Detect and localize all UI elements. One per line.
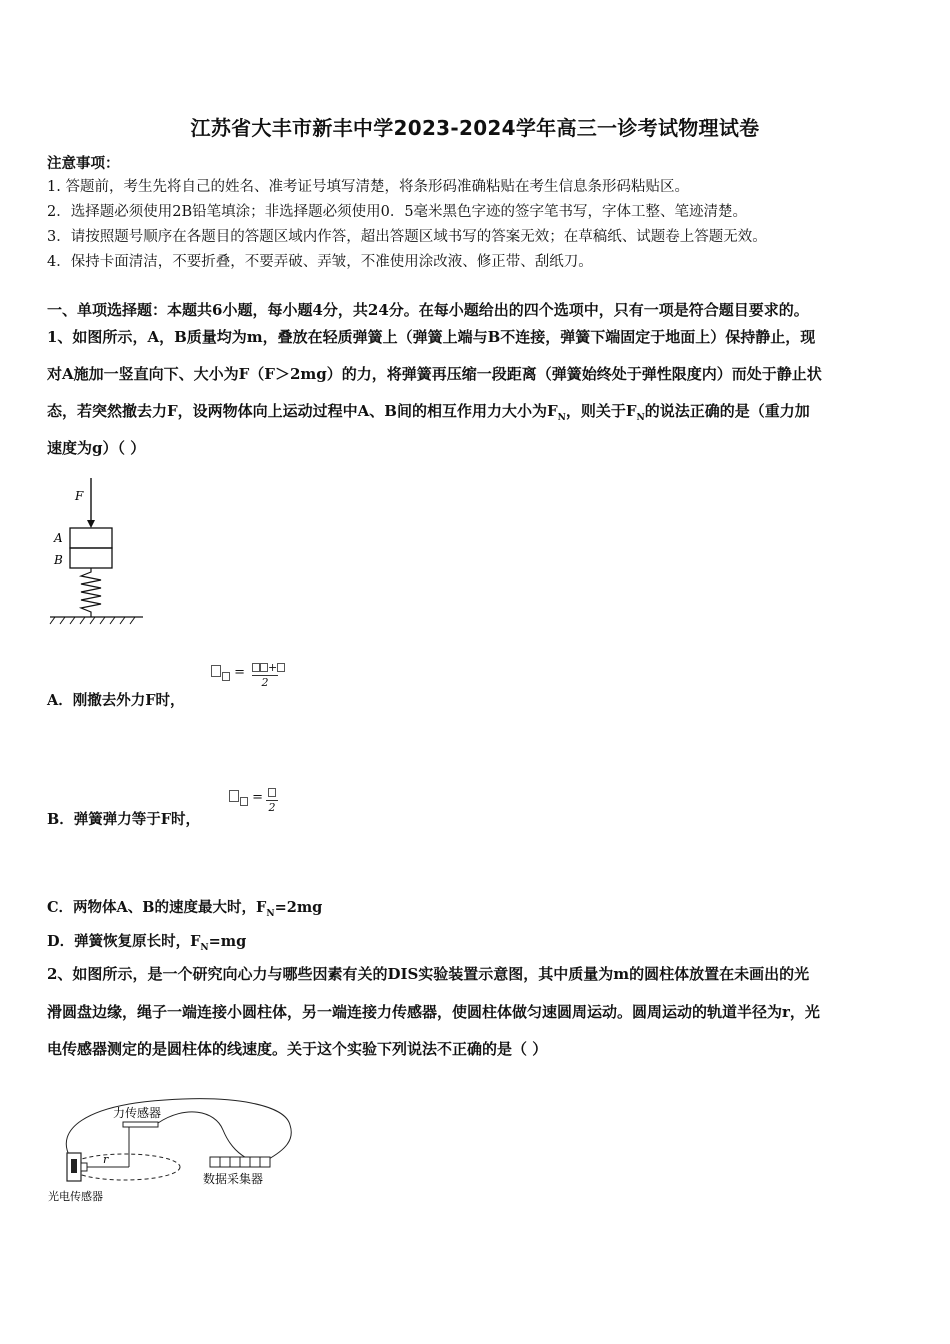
spring-block-figure <box>45 478 150 626</box>
option-a[interactable]: A．刚撤去外力F时， <box>47 692 185 709</box>
force-label: F <box>75 489 84 503</box>
notice-heading: 注意事项： <box>47 155 120 172</box>
force-sensor-label: 力传感器 <box>113 1106 162 1120</box>
block-a <box>70 528 112 548</box>
q2-line-2: 滑圆盘边缘，绳子一端连接小圆柱体，另一端连接力传感器，使圆柱体做匀速圆周运动。圆周运动的轨道半径为r，光 <box>47 1003 820 1021</box>
q2-line-3: 电传感器测定的是圆柱体的线速度。关于这个实验下列说法不正确的是（ ） <box>47 1040 548 1058</box>
block-a-label: A <box>54 531 63 545</box>
force-arrow-head <box>87 520 95 528</box>
option-b-fraction: 2 <box>266 786 278 814</box>
q1-line-3: 态，若突然撤去力F，设两物体向上运动过程中A、B间的相互作用力大小为$F_N$，则关于$F_N$的说法正确的是（重力加 <box>47 402 810 423</box>
option-b[interactable]: B．弹簧弹力等于F时， <box>47 811 201 828</box>
q1-line-4: 速度为g）（ ） <box>47 439 146 457</box>
force-sensor <box>123 1122 158 1127</box>
q1-line-1: 1、如图所示，A，B质量均为m，叠放在轻质弹簧上（弹簧上端与B不连接，弹簧下端固定于地面上）保持静止，现 <box>47 328 816 346</box>
notice-item-2: 2．选择题必须使用2B铅笔填涂；非选择题必须使用0．5毫米黑色字迹的签字笔书写，字体工整、笔迹清楚。 <box>47 204 748 220</box>
block-b <box>70 548 112 568</box>
data-collector-label: 数据采集器 <box>203 1172 264 1186</box>
option-d[interactable]: D．弹簧恢复原长时，$F_N=mg$ <box>47 933 247 953</box>
centripetal-apparatus-figure <box>45 1085 295 1210</box>
q2-line-1: 2、如图所示，是一个研究向心力与哪些因素有关的DIS实验装置示意图，其中质量为m的圆柱体放置在未画出的光 <box>47 965 810 983</box>
q1-line-2: 对A施加一竖直向下、大小为F（F＞2mg）的力，将弹簧再压缩一段距离（弹簧始终处于弹性限度内）而处于静止状 <box>47 365 822 383</box>
option-a-fraction: + 2 <box>252 661 278 689</box>
section-heading: 一、单项选择题：本题共6小题，每小题4分，共24分。在每小题给出的四个选项中，只有一项是符合题目要求的。 <box>47 301 809 319</box>
spring <box>81 568 101 617</box>
notice-item-3: 3．请按照题号顺序在各题目的答题区域内作答，超出答题区域书写的答案无效；在草稿纸、试题卷上答题无效。 <box>47 229 767 245</box>
notice-item-1: 1. 答题前，考生先将自己的姓名、准考证号填写清楚，将条形码准确粘贴在考生信息条形码粘贴区。 <box>47 179 689 195</box>
option-b-formula: = <box>228 790 263 808</box>
page-title: 江苏省大丰市新丰中学2023-2024学年高三一诊考试物理试卷 <box>190 116 760 140</box>
cylinder <box>81 1163 87 1171</box>
option-a-formula: = <box>210 665 245 683</box>
ground-hatch <box>50 617 135 624</box>
notice-item-4: 4．保持卡面清洁，不要折叠，不要弄破、弄皱，不准使用涂改液、修正带、刮纸刀。 <box>47 254 593 270</box>
cable-right <box>158 1112 250 1160</box>
block-b-label: B <box>54 553 63 567</box>
option-c[interactable]: C．两物体A、B的速度最大时，$F_N=2mg$ <box>47 899 323 919</box>
photo-sensor-label: 光电传感器 <box>48 1190 103 1203</box>
cable-left <box>66 1099 291 1160</box>
radius-label: r <box>103 1153 109 1166</box>
photo-sensor-window <box>71 1159 77 1173</box>
